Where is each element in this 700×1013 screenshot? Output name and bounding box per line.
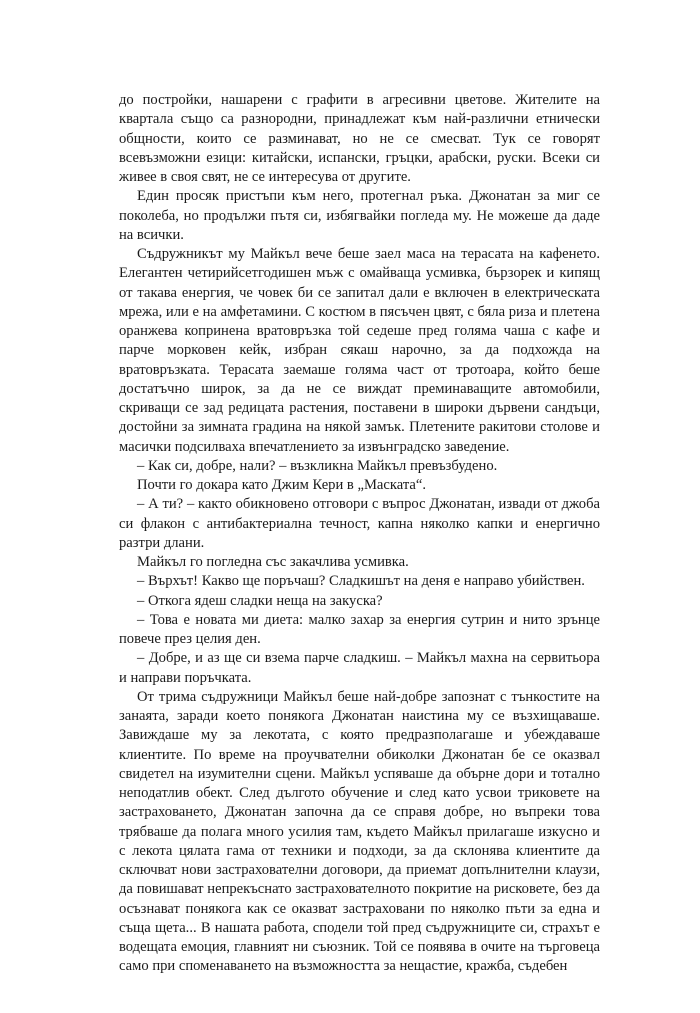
paragraph: Почти го докара като Джим Кери в „Маската“. — [137, 477, 427, 493]
dialogue-line: – Върхът! Какво ще поръчаш? Сладкишът на деня е направо убийствен. — [137, 573, 585, 590]
dialogue-line: – А ти? – както обикновено отговори с въпрос Джонатан, извади от джоба си флакон с антибактериална течност, капна няколко капки и енергично разтри длани. — [119, 496, 600, 551]
dialogue-line: – Това е новата ми диета: малко захар за енергия сутрин и нито зрънце повече през целия ден. — [119, 611, 600, 647]
paragraph: Майкъл го погледна със закачлива усмивка. — [137, 554, 409, 570]
paragraph: Един просяк пристъпи към него, протегнал ръка. Джонатан за миг се поколеба, но продължи пътя си, избягвайки погледа му. Не можеше да даде на всички. — [119, 188, 600, 243]
dialogue-line: – Добре, и аз ще си взема парче сладкиш. – Майкъл махна на сервитьора и направи поръчката. — [119, 650, 600, 686]
dialogue-line: – Как си, добре, нали? – възкликна Майкъл превъзбудено. — [137, 457, 498, 474]
paragraph: Съдружникът му Майкъл вече беше заел маса на терасата на кафенето. Елегантен четирийсетгодишен мъж с омайваща усмивка, бързорек и кипящ от такава енергия, че човек би се запитал дали е включен в електрическата мрежа, или е на амфетамини. С костюм в пясъчен цвят, с бяла риза и плетена оранжева копринена вратовръзка той седеше пред голяма чаша с кафе и парче морковен кейк, избран сякаш нарочно, за да подхожда на вратовръзката. Терасата заемаше голяма част от тротоара, който беше достатъчно широк, за да не се виждат преминаващите автомобили, скриващи се зад редицата растения, поставени в широки дървени сандъци, достойни за зимната градина на някой замък. Плетените ракитови столове и масички подсилваха впечатлението за извънградско заведение. — [119, 246, 600, 455]
dialogue-line: – Откога ядеш сладки неща на закуска? — [137, 592, 383, 609]
body-text — [119, 91, 600, 977]
paragraph: От трима съдружници Майкъл беше най-добре запознат с тънкостите на занаята, заради което понякога Джонатан наистина му се възхищаваше. Завиждаше му за лекотата, с която предразполагаше и убеждаваше клиентите. По време на проучвателни обиколки Джонатан бе се оказвал свидетел на изумителни сцени. Майкъл успяваше да обърне дори и тотално неподатлив обект. След дългото обучение и след като усвои триковете на застраховането, Джонатан започна да се справя добре, но въпреки това трябваше да полага много усилия там, където Майкъл прилагаше изкусно и с лекота цялата гама от техники и подходи, за да склонява клиентите да сключват нови застрахователни договори, да приемат допълнителни клаузи, да повишават непрекъснато застрахователното покритие на рисковете, без да осъзнават понякога как се оказват застраховани по няколко пъти за една и съща щета... В нашата работа, сподели той пред съдружниците си, страхът е водещата емоция, главният ни съюзник. Той се появява в очите на търговеца само при споменаването на възможността за нещастие, кражба, съдебен — [119, 688, 600, 975]
paragraph: до постройки, нашарени с графити в агресивни цветове. Жителите на квартала също са разнородни, принадлежат към най-различни етнически общности, които се разминават, но не се смесват. Тук се говорят всевъзможни езици: китайски, испански, гръцки, арабски, руски. Всеки си живее в своя свят, не се интересува от другите. — [119, 92, 600, 185]
